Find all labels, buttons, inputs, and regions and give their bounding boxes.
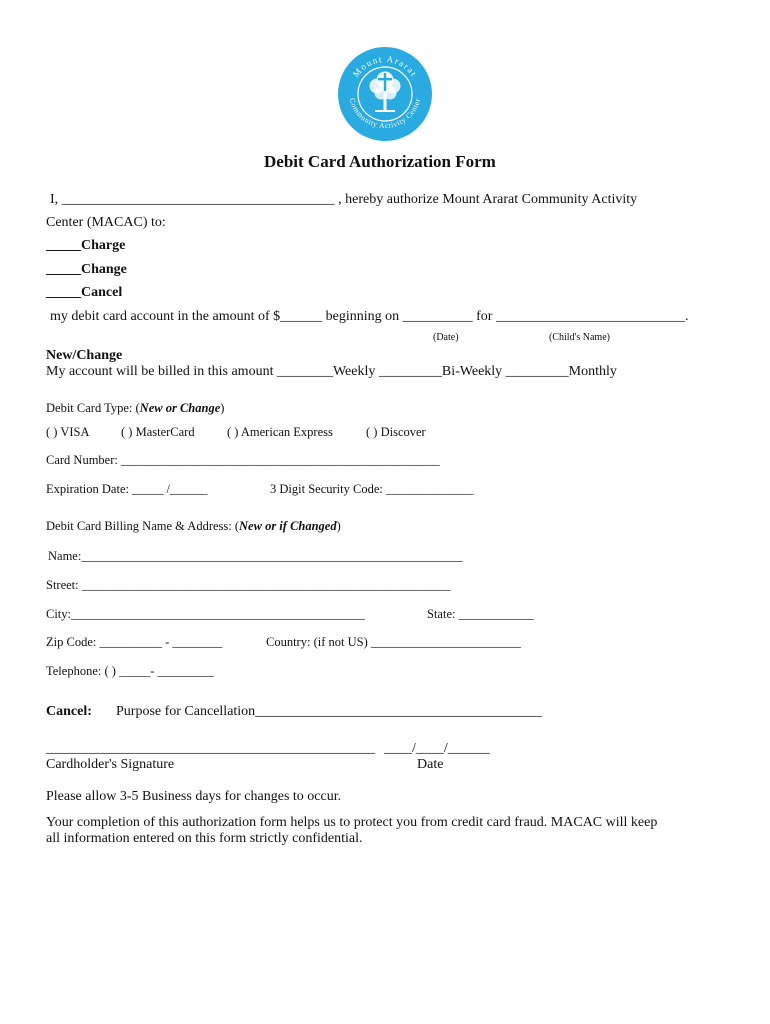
authorization-intro-line2: Center (MACAC) to: xyxy=(46,215,166,230)
logo-ring-bottom-text: Community Activity Center xyxy=(347,97,423,131)
card-number-field[interactable]: Card Number: ___________________________________________________ xyxy=(46,453,440,467)
processing-notice: Please allow 3-5 Business days for changes to occur. xyxy=(46,789,342,804)
privacy-notice-line1: Your completion of this authorization form helps us to protect you from credit card fraud. MACAC will keep xyxy=(46,815,658,830)
card-option-visa[interactable]: ( ) VISA xyxy=(46,425,90,439)
page-title: Debit Card Authorization Form xyxy=(264,152,496,171)
expiration-date-field[interactable]: Expiration Date: _____ /______ xyxy=(46,482,208,496)
telephone-field[interactable]: Telephone: ( ) _____- _________ xyxy=(46,664,214,678)
signature-caption: Cardholder's Signature xyxy=(46,757,175,772)
zip-code-field[interactable]: Zip Code: __________ - ________ xyxy=(46,635,223,649)
date-caption: (Date) xyxy=(433,332,459,343)
card-type-label: Debit Card Type: (New or Change) xyxy=(46,401,225,415)
state-field[interactable]: State: ____________ xyxy=(427,607,534,621)
street-field[interactable]: Street: ___________________________________________________________ xyxy=(46,578,451,592)
charge-option[interactable]: _____Charge xyxy=(46,238,126,253)
new-change-heading: New/Change xyxy=(46,348,123,363)
billing-frequency-line[interactable]: My account will be billed in this amount ________Weekly _________Bi-Weekly _________Monthly xyxy=(46,364,617,379)
cancellation-purpose-field[interactable]: Purpose for Cancellation_________________________________________ xyxy=(116,704,543,719)
city-field[interactable]: City:_______________________________________________ xyxy=(46,607,365,621)
card-option-mastercard[interactable]: ( ) MasterCard xyxy=(121,425,195,439)
privacy-notice-line2: all information entered on this form strictly confidential. xyxy=(46,831,363,846)
authorization-intro-line1: I, _______________________________________ , hereby authorize Mount Ararat Community Activity xyxy=(50,192,638,207)
cancel-heading: Cancel: xyxy=(46,704,92,719)
date-label: Date xyxy=(417,757,444,772)
card-option-american-express[interactable]: ( ) American Express xyxy=(227,425,333,439)
change-option[interactable]: _____Change xyxy=(46,262,127,277)
country-field[interactable]: Country: (if not US) ________________________ xyxy=(266,635,521,649)
amount-line[interactable]: my debit card account in the amount of $______ beginning on __________ for ___________________________. xyxy=(50,309,689,324)
billing-address-label: Debit Card Billing Name & Address: (New or if Changed) xyxy=(46,519,341,533)
child-name-caption: (Child's Name) xyxy=(549,332,610,343)
signature-line[interactable]: _______________________________________________ xyxy=(46,741,375,756)
billing-name-field[interactable]: Name:_____________________________________________________________ xyxy=(48,549,463,563)
cancel-option[interactable]: _____Cancel xyxy=(46,285,123,300)
security-code-field[interactable]: 3 Digit Security Code: ______________ xyxy=(270,482,474,496)
card-option-discover[interactable]: ( ) Discover xyxy=(366,425,426,439)
signature-date-line[interactable]: ____/____/______ xyxy=(384,741,490,756)
macac-logo xyxy=(337,46,433,142)
logo-ring-top-text: Mount Ararat xyxy=(350,53,420,80)
